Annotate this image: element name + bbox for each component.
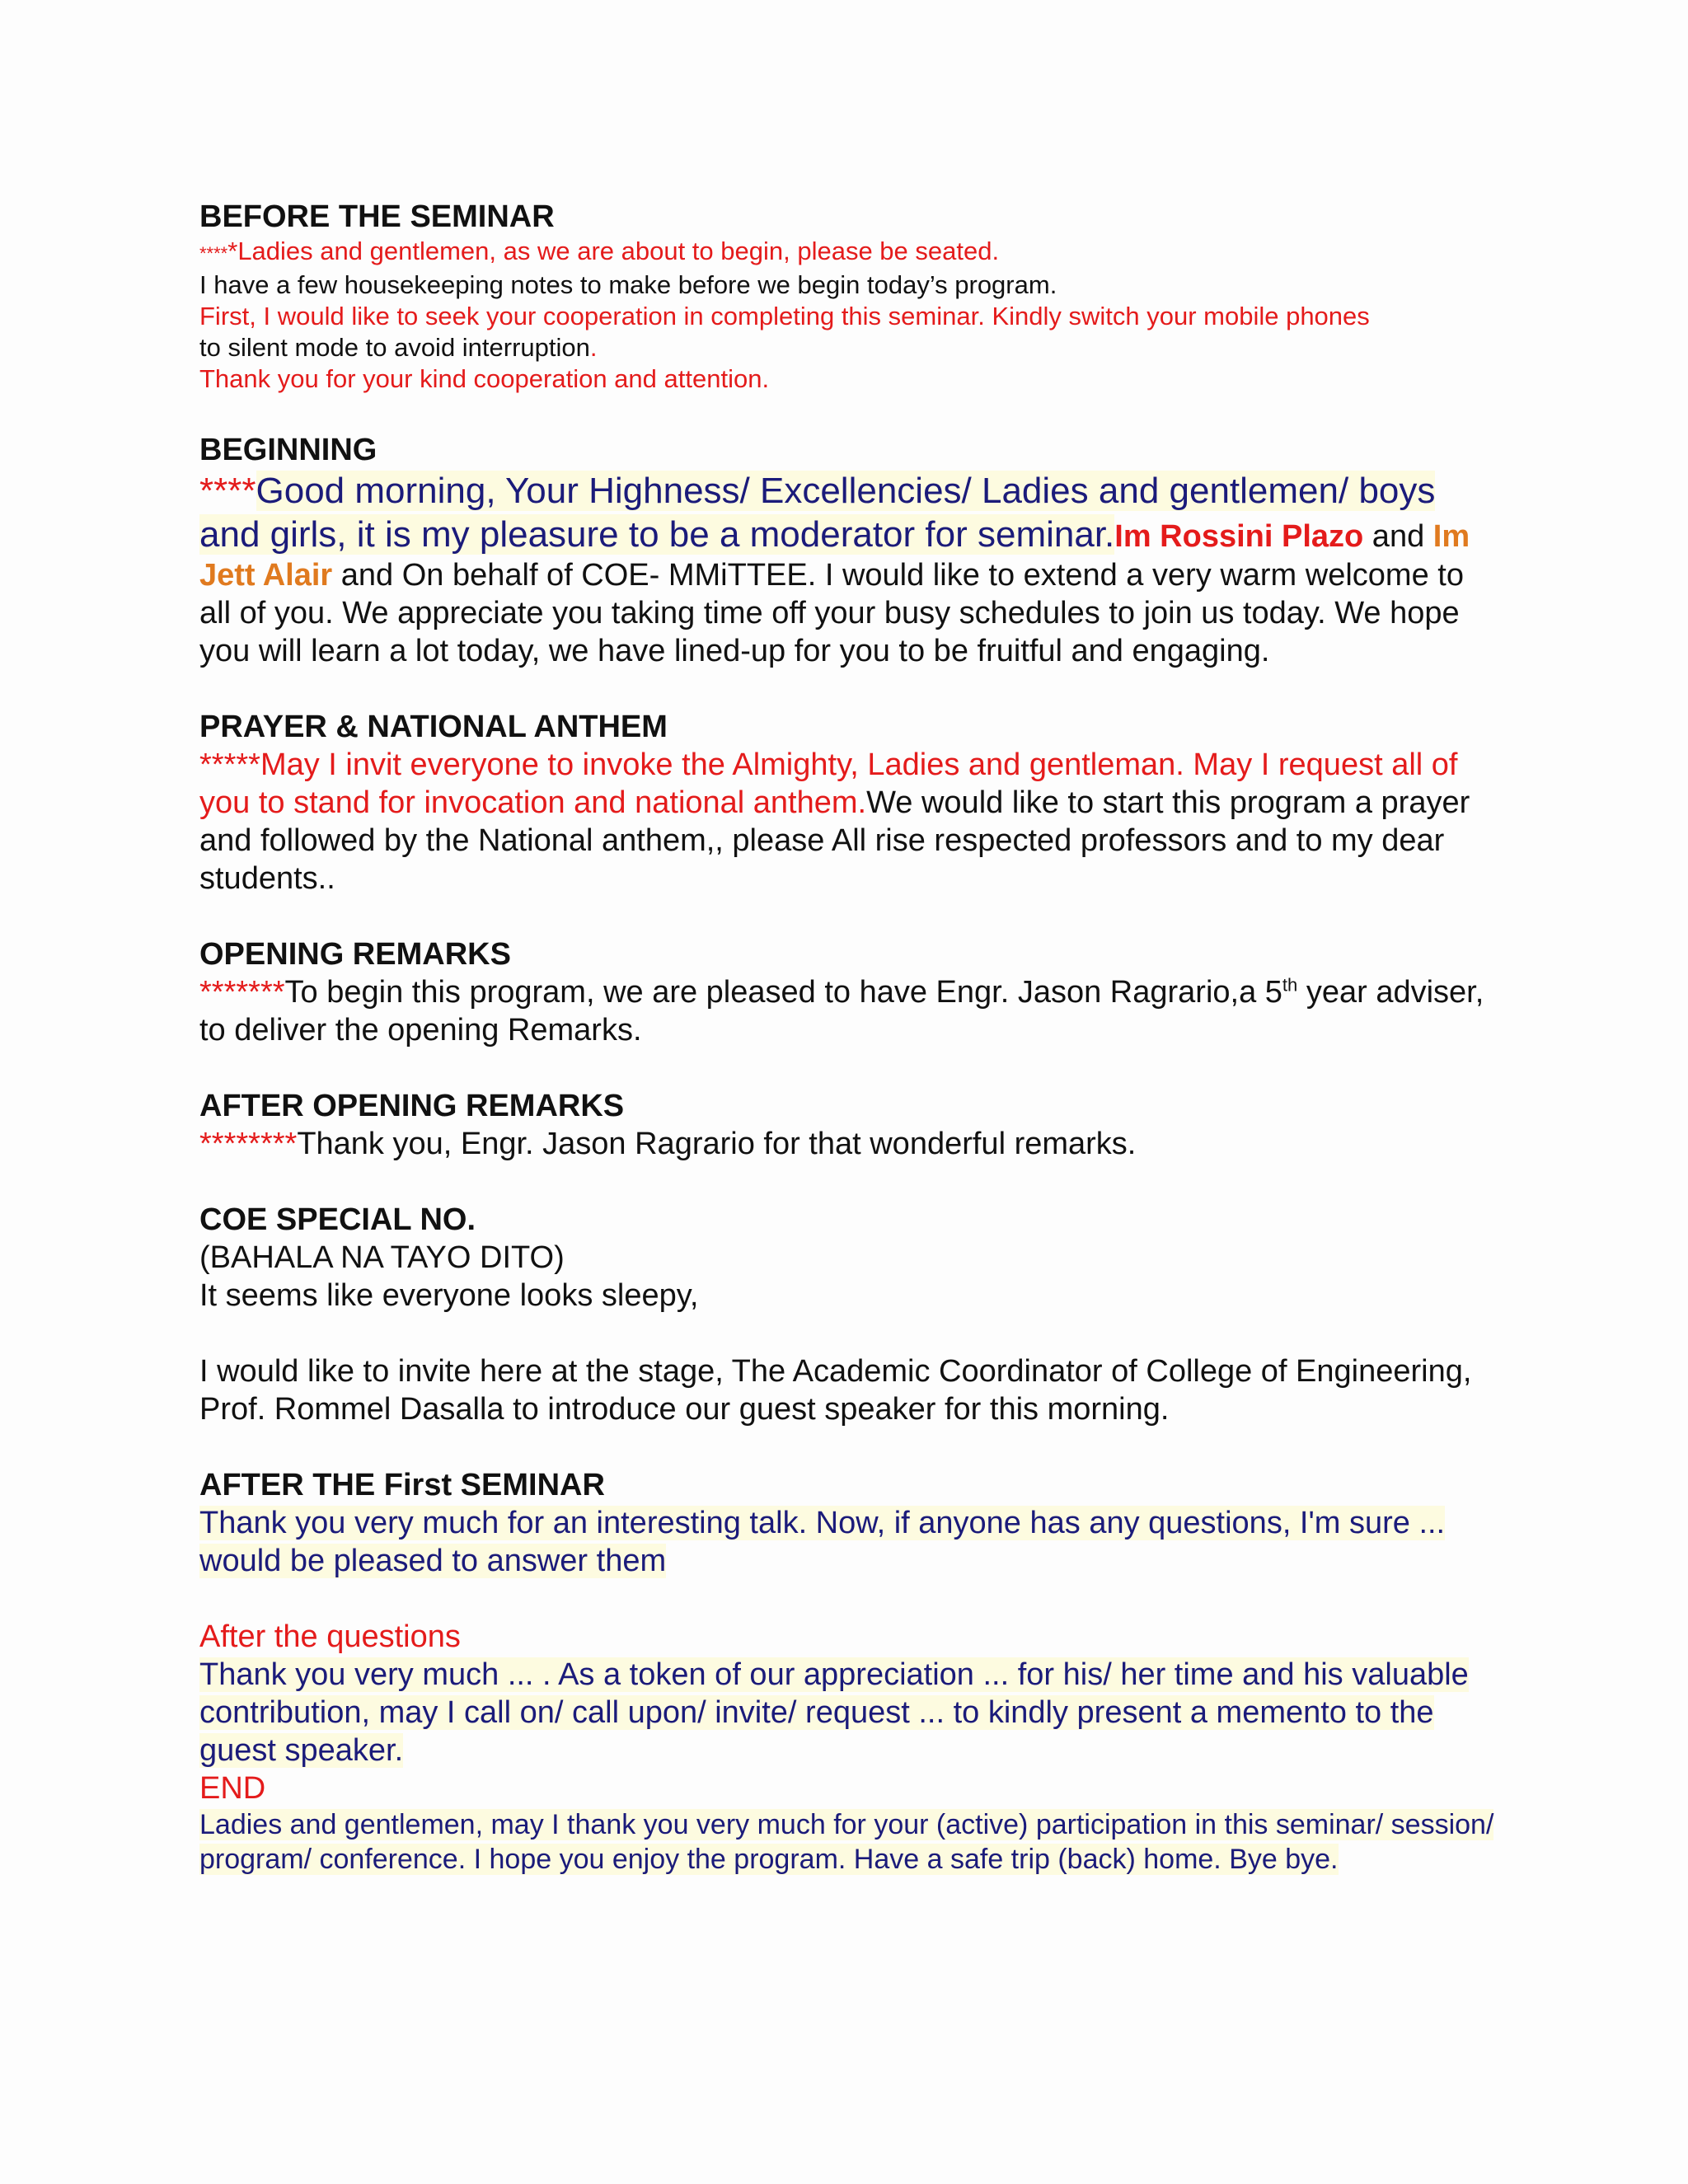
special-line-bahala: (BAHALA NA TAYO DITO): [199, 1240, 565, 1275]
before-line-silent: [199, 332, 1502, 363]
prayer-paragraph: [199, 746, 1502, 898]
after-opening-paragraph: [199, 1125, 1502, 1163]
heading-beginning: BEGINNING: [199, 433, 377, 467]
opening-text-a: To begin this program, we are pleased to have Engr. Jason Ragrario,a 5: [284, 975, 1282, 1010]
before-line-cooperation: First, I would like to seek your cooperation in completing this seminar. Kindly switch your mobile phones: [199, 302, 1370, 330]
closing-paragraph: [199, 1807, 1502, 1877]
end-label: END: [199, 1771, 266, 1806]
opening-stars: *******: [199, 975, 285, 1010]
before-line-seated: [199, 236, 1502, 269]
prayer-rest: We would like to start this program a prayer and followed by the National anthem,, please All rise respected professors and to my dear students..: [199, 785, 1470, 896]
beginning-greeting: Good morning, Your Highness/ Excellencies/ Ladies and gentlemen/ boys and girls, it is my pleasure to be a moderator for seminar.: [199, 471, 1436, 555]
moderator-name-2: Im Jett Alair: [199, 519, 1470, 593]
before-line-housekeeping: I have a few housekeeping notes to make before we begin today’s program.: [199, 270, 1057, 299]
beginning-and: and: [1363, 519, 1433, 554]
heading-before-seminar: BEFORE THE SEMINAR: [199, 199, 555, 234]
heading-after-opening: AFTER OPENING REMARKS: [199, 1089, 625, 1123]
special-line-sleepy: It seems like everyone looks sleepy,: [199, 1278, 699, 1313]
heading-coe-special: COE SPECIAL NO.: [199, 1202, 476, 1237]
heading-after-first-seminar: AFTER THE First SEMINAR: [199, 1468, 605, 1502]
beginning-paragraph: [199, 469, 1502, 670]
closing-text: Ladies and gentlemen, may I thank you very much for your (active) participation in this seminar/ session/ program/ conference. I hope you enjoy the program. Have a safe trip (back) home. Bye bye.: [199, 1809, 1494, 1875]
before-seated-text: *Ladies and gentlemen, as we are about to begin, please be seated.: [227, 237, 1000, 265]
moderator-name-1: Im Rossini Plazo: [1114, 519, 1364, 554]
heading-prayer: PRAYER & NATIONAL ANTHEM: [199, 710, 668, 744]
after-opening-stars: ********: [199, 1127, 298, 1161]
opening-sup: th: [1282, 974, 1298, 996]
opening-paragraph: [199, 973, 1502, 1049]
memento-paragraph: [199, 1656, 1502, 1769]
after-opening-text: Thank you, Engr. Jason Ragrario for that wonderful remarks.: [297, 1127, 1137, 1161]
opening-text-b: year adviser, to deliver the opening Remarks.: [199, 975, 1484, 1047]
before-stars: ****: [199, 243, 228, 264]
after-first-thanks: [199, 1504, 1502, 1580]
before-line-thanks: Thank you for your kind cooperation and attention.: [199, 364, 770, 393]
special-invite-paragraph: I would like to invite here at the stage, The Academic Coordinator of College of Engineering, Prof. Rommel Dasalla to introduce our guest speaker for this morning.: [199, 1354, 1472, 1427]
before-silent-text: to silent mode to avoid interruption: [199, 333, 590, 362]
beginning-stars: ****: [199, 471, 256, 511]
script-content: [199, 198, 1502, 1877]
after-first-thanks-text: Thank you very much for an interesting talk. Now, if anyone has any questions, I'm sure ... would be pleased to answer them: [199, 1506, 1446, 1578]
prayer-invite: *****May I invit everyone to invoke the Almighty, Ladies and gentleman. May I request all of you to stand for invocation and national anthem.: [199, 748, 1458, 820]
heading-opening-remarks: OPENING REMARKS: [199, 937, 511, 972]
memento-text: Thank you very much ... . As a token of our appreciation ... for his/ her time and his valuable contribution, may I call on/ call upon/ invite/ request ... to kindly present a memento to the guest speaker.: [199, 1657, 1469, 1768]
before-silent-dot: .: [589, 333, 598, 362]
after-questions-label: After the questions: [199, 1619, 461, 1654]
beginning-welcome: and On behalf of COE- MMiTTEE. I would like to extend a very warm welcome to all of you. We appreciate you taking time off your busy schedules to join us today. We hope you will learn a lot today, we have lined-up for you to be fruitful and engaging.: [199, 558, 1464, 668]
